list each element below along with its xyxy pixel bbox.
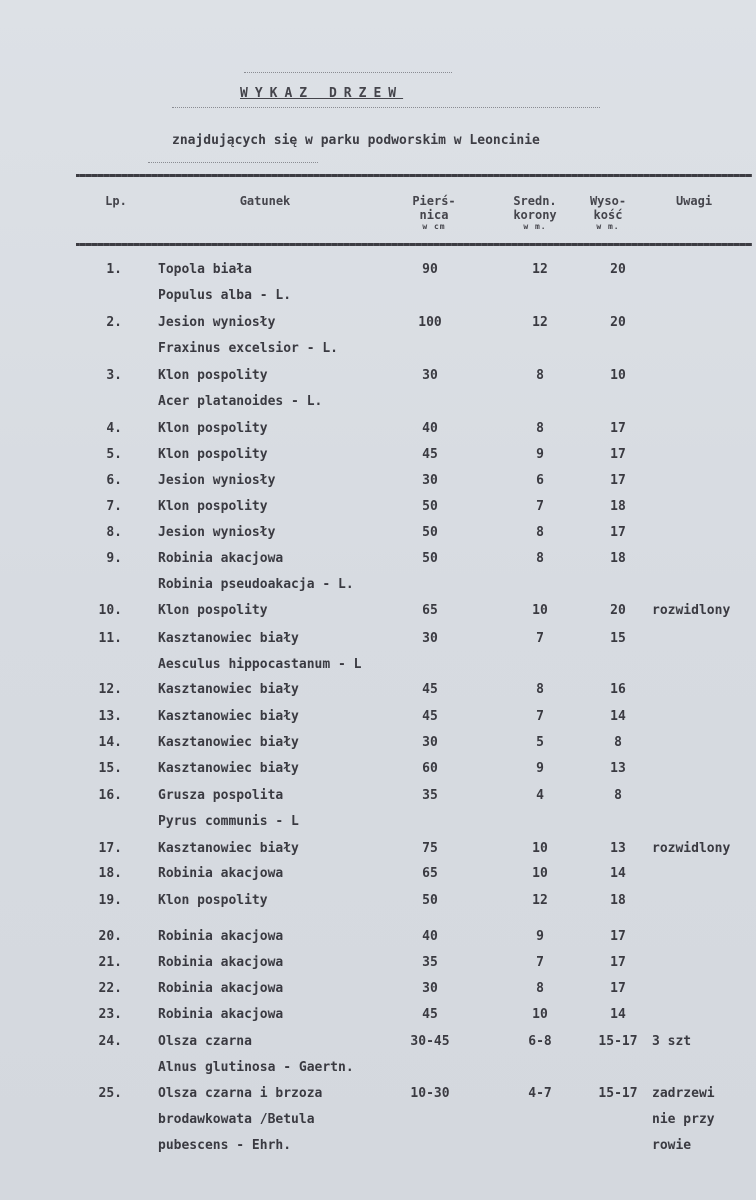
trunk-circumference: 40 <box>422 929 438 944</box>
tree-name: Jesion wyniosły <box>158 473 276 488</box>
row-number: 13. <box>98 709 122 724</box>
tree-name: Robinia akacjowa <box>158 981 284 996</box>
tree-name: Klon pospolity <box>158 421 268 436</box>
tree-height: 15-17 <box>598 1034 638 1049</box>
tree-height: 17 <box>610 955 626 970</box>
tree-name: Robinia akacjowa <box>158 929 284 944</box>
table-row <box>0 447 756 471</box>
table-row <box>0 1007 756 1031</box>
row-number: 7. <box>106 499 122 514</box>
remarks: 3 szt <box>652 1034 692 1049</box>
header-piersnica-label: Pierś- nica <box>412 194 456 222</box>
row-number: 16. <box>98 788 122 803</box>
tree-height: 8 <box>614 735 622 750</box>
remarks: nie przy <box>652 1112 715 1127</box>
trunk-circumference: 65 <box>422 866 438 881</box>
document-title: WYKAZ DRZEW <box>240 86 404 101</box>
crown-diameter: 12 <box>532 893 548 908</box>
row-number: 18. <box>98 866 122 881</box>
tree-name: Klon pospolity <box>158 447 268 462</box>
tree-name: Jesion wyniosły <box>158 525 276 540</box>
tree-height: 17 <box>610 525 626 540</box>
header-gatunek <box>220 194 310 208</box>
trunk-circumference: 45 <box>422 1007 438 1022</box>
header-lp <box>96 194 136 208</box>
tree-name: Robinia akacjowa <box>158 1007 284 1022</box>
table-row <box>0 315 756 339</box>
table-row <box>0 394 756 418</box>
row-number: 24. <box>98 1034 122 1049</box>
table-row <box>0 1086 756 1110</box>
tree-name: Klon pospolity <box>158 603 268 618</box>
table-row <box>0 1034 756 1058</box>
table-top-rule <box>76 174 752 177</box>
table-row <box>0 577 756 601</box>
tree-height: 17 <box>610 447 626 462</box>
tree-height: 14 <box>610 866 626 881</box>
tree-height: 10 <box>610 368 626 383</box>
table-row <box>0 551 756 575</box>
crown-diameter: 4 <box>536 788 544 803</box>
crown-diameter: 12 <box>532 262 548 277</box>
crown-diameter: 6 <box>536 473 544 488</box>
table-row <box>0 525 756 549</box>
tree-name: Robinia akacjowa <box>158 955 284 970</box>
tree-height: 14 <box>610 709 626 724</box>
crown-diameter: 9 <box>536 929 544 944</box>
tree-name: Populus alba - L. <box>158 288 292 303</box>
table-row <box>0 341 756 365</box>
tree-name: Robinia akacjowa <box>158 866 284 881</box>
crown-diameter: 10 <box>532 841 548 856</box>
crown-diameter: 7 <box>536 631 544 646</box>
trunk-circumference: 50 <box>422 525 438 540</box>
row-number: 6. <box>106 473 122 488</box>
crown-diameter: 9 <box>536 761 544 776</box>
row-number: 4. <box>106 421 122 436</box>
header-srednica-label: Sredn. korony <box>513 194 557 222</box>
trunk-circumference: 30 <box>422 735 438 750</box>
tree-name: Jesion wyniosły <box>158 315 276 330</box>
tree-height: 8 <box>614 788 622 803</box>
trunk-circumference: 100 <box>418 315 442 330</box>
row-number: 11. <box>98 631 122 646</box>
tree-name: Kasztanowiec biały <box>158 631 299 646</box>
trunk-circumference: 30 <box>422 368 438 383</box>
header-wysokosc <box>580 194 636 231</box>
row-number: 12. <box>98 682 122 697</box>
trunk-circumference: 30 <box>422 473 438 488</box>
header-srednica-unit: w m. <box>523 222 547 231</box>
tree-height: 18 <box>610 551 626 566</box>
trunk-circumference: 45 <box>422 682 438 697</box>
trunk-circumference: 10-30 <box>410 1086 450 1101</box>
row-number: 15. <box>98 761 122 776</box>
table-row <box>0 814 756 838</box>
crown-diameter: 7 <box>536 499 544 514</box>
trunk-circumference: 90 <box>422 262 438 277</box>
crown-diameter: 6-8 <box>528 1034 552 1049</box>
tree-height: 20 <box>610 262 626 277</box>
trunk-circumference: 75 <box>422 841 438 856</box>
row-number: 21. <box>98 955 122 970</box>
table-row <box>0 262 756 286</box>
crown-diameter: 10 <box>532 1007 548 1022</box>
tree-name: Acer platanoides - L. <box>158 394 323 409</box>
trunk-circumference: 60 <box>422 761 438 776</box>
tree-height: 18 <box>610 893 626 908</box>
table-row <box>0 288 756 312</box>
trunk-circumference: 65 <box>422 603 438 618</box>
tree-height: 13 <box>610 841 626 856</box>
tree-name: Kasztanowiec biały <box>158 682 299 697</box>
remarks: rozwidlony <box>652 603 731 618</box>
crown-diameter: 8 <box>536 551 544 566</box>
document-subtitle: znajdujących się w parku podworskim w Leoncinie <box>172 133 540 148</box>
tree-name: Pyrus communis - L <box>158 814 299 829</box>
row-number: 9. <box>106 551 122 566</box>
crown-diameter: 8 <box>536 525 544 540</box>
tree-name: Klon pospolity <box>158 893 268 908</box>
tree-name: Aesculus hippocastanum - L <box>158 657 362 672</box>
table-row <box>0 709 756 733</box>
trunk-circumference: 40 <box>422 421 438 436</box>
header-piersnica-unit: w cm <box>422 222 446 231</box>
table-row <box>0 955 756 979</box>
trunk-circumference: 30 <box>422 631 438 646</box>
tree-name: Robinia akacjowa <box>158 551 284 566</box>
crown-diameter: 9 <box>536 447 544 462</box>
table-row <box>0 788 756 812</box>
remarks: zadrzewi <box>652 1086 715 1101</box>
trunk-circumference: 50 <box>422 893 438 908</box>
table-row <box>0 368 756 392</box>
header-lp-label: Lp. <box>105 194 127 208</box>
tree-name: Grusza pospolita <box>158 788 284 803</box>
crown-diameter: 8 <box>536 981 544 996</box>
row-number: 14. <box>98 735 122 750</box>
tree-name: Kasztanowiec biały <box>158 841 299 856</box>
tree-height: 15 <box>610 631 626 646</box>
row-number: 5. <box>106 447 122 462</box>
row-number: 2. <box>106 315 122 330</box>
remarks: rozwidlony <box>652 841 731 856</box>
table-row <box>0 1060 756 1084</box>
table-row <box>0 1112 756 1136</box>
tree-name: Robinia pseudoakacja - L. <box>158 577 354 592</box>
crown-diameter: 4-7 <box>528 1086 552 1101</box>
tree-name: Olsza czarna <box>158 1034 252 1049</box>
title-dotted-line-top <box>244 72 452 73</box>
crown-diameter: 10 <box>532 866 548 881</box>
trunk-circumference: 35 <box>422 788 438 803</box>
trunk-circumference: 30-45 <box>410 1034 450 1049</box>
tree-height: 20 <box>610 315 626 330</box>
table-row <box>0 841 756 865</box>
row-number: 8. <box>106 525 122 540</box>
trunk-circumference: 50 <box>422 551 438 566</box>
tree-height: 13 <box>610 761 626 776</box>
trunk-circumference: 50 <box>422 499 438 514</box>
row-number: 19. <box>98 893 122 908</box>
row-number: 20. <box>98 929 122 944</box>
tree-name: Klon pospolity <box>158 499 268 514</box>
tree-height: 20 <box>610 603 626 618</box>
row-number: 3. <box>106 368 122 383</box>
row-number: 10. <box>98 603 122 618</box>
crown-diameter: 8 <box>536 421 544 436</box>
trunk-circumference: 45 <box>422 447 438 462</box>
tree-height: 14 <box>610 1007 626 1022</box>
crown-diameter: 8 <box>536 368 544 383</box>
tree-height: 17 <box>610 981 626 996</box>
row-number: 23. <box>98 1007 122 1022</box>
crown-diameter: 7 <box>536 955 544 970</box>
header-wysokosc-label: Wyso- kość <box>589 194 627 222</box>
tree-name: Olsza czarna i brzoza <box>158 1086 323 1101</box>
tree-height: 17 <box>610 473 626 488</box>
tree-name: Fraxinus excelsior - L. <box>158 341 339 356</box>
table-row <box>0 421 756 445</box>
tree-name: Kasztanowiec biały <box>158 735 299 750</box>
header-uwagi <box>664 194 724 208</box>
crown-diameter: 7 <box>536 709 544 724</box>
tree-height: 18 <box>610 499 626 514</box>
table-row <box>0 893 756 917</box>
header-bottom-rule <box>76 243 752 246</box>
table-row <box>0 929 756 953</box>
trunk-circumference: 30 <box>422 981 438 996</box>
trunk-circumference: 35 <box>422 955 438 970</box>
tree-height: 15-17 <box>598 1086 638 1101</box>
trunk-circumference: 45 <box>422 709 438 724</box>
tree-height: 16 <box>610 682 626 697</box>
table-row <box>0 473 756 497</box>
table-row <box>0 682 756 706</box>
table-row <box>0 499 756 523</box>
table-row <box>0 866 756 890</box>
table-row <box>0 981 756 1005</box>
table-row <box>0 1138 756 1162</box>
title-dotted-line-bottom <box>172 107 600 108</box>
tree-name: brodawkowata /Betula <box>158 1112 315 1127</box>
table-row <box>0 631 756 655</box>
tree-name: pubescens - Ehrh. <box>158 1138 292 1153</box>
tree-height: 17 <box>610 421 626 436</box>
tree-name: Kasztanowiec biały <box>158 709 299 724</box>
tree-name: Kasztanowiec biały <box>158 761 299 776</box>
header-piersnica <box>404 194 464 231</box>
row-number: 1. <box>106 262 122 277</box>
table-row <box>0 761 756 785</box>
header-uwagi-label: Uwagi <box>675 194 713 208</box>
subtitle-dotted-line <box>148 162 318 163</box>
row-number: 25. <box>98 1086 122 1101</box>
tree-name: Klon pospolity <box>158 368 268 383</box>
tree-name: Alnus glutinosa - Gaertn. <box>158 1060 354 1075</box>
tree-height: 17 <box>610 929 626 944</box>
row-number: 22. <box>98 981 122 996</box>
header-srednica <box>500 194 570 231</box>
row-number: 17. <box>98 841 122 856</box>
table-row <box>0 657 756 681</box>
crown-diameter: 10 <box>532 603 548 618</box>
table-row <box>0 735 756 759</box>
table-row <box>0 603 756 627</box>
header-wysokosc-unit: w m. <box>596 222 620 231</box>
crown-diameter: 8 <box>536 682 544 697</box>
crown-diameter: 5 <box>536 735 544 750</box>
header-gatunek-label: Gatunek <box>239 194 291 208</box>
tree-name: Topola biała <box>158 262 252 277</box>
remarks: rowie <box>652 1138 692 1153</box>
crown-diameter: 12 <box>532 315 548 330</box>
